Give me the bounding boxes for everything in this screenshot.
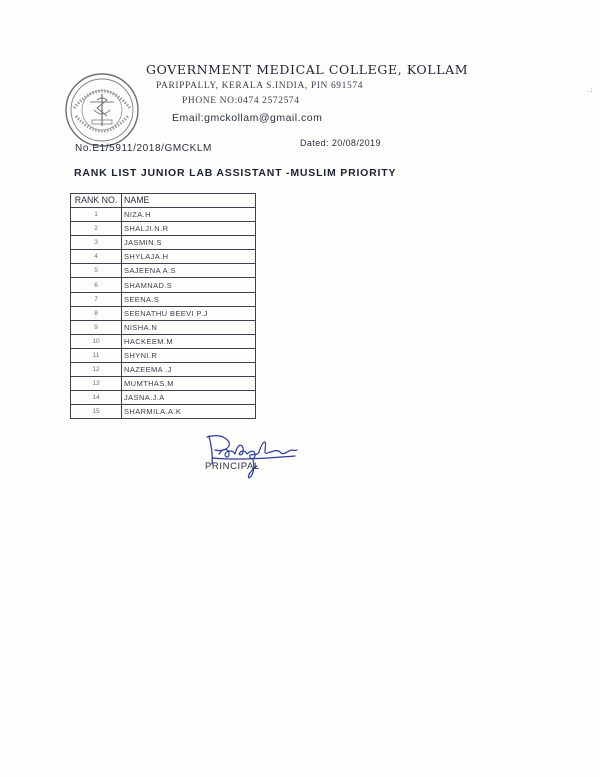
date-line: Dated: 20/08/2019	[300, 138, 381, 148]
institution-address: PARIPPALLY, KERALA S.INDIA, PIN 691574	[156, 81, 364, 91]
rank-cell: 11	[71, 348, 122, 362]
table-row	[71, 250, 256, 264]
table-row	[71, 348, 256, 362]
institution-phone: PHONE NO:0474 2572574	[182, 96, 300, 106]
header-name: NAME	[122, 194, 256, 208]
rank-cell: 2	[71, 222, 122, 236]
table-row	[71, 334, 256, 348]
name-cell: SEENATHU BEEVI P.J	[122, 306, 256, 320]
table-row	[71, 363, 256, 377]
institution-email: Email:gmckollam@gmail.com	[172, 112, 323, 124]
name-cell: SEENA.S	[122, 292, 256, 306]
scan-mark: .:	[588, 86, 593, 94]
table-header-row	[71, 194, 256, 208]
principal-label: PRINCIPAL	[205, 461, 260, 472]
rank-cell: 7	[71, 292, 122, 306]
name-cell: HACKEEM.M	[122, 334, 256, 348]
table-row	[71, 391, 256, 405]
table-row	[71, 222, 256, 236]
rank-list-title: RANK LIST JUNIOR LAB ASSISTANT -MUSLIM PRIORITY	[74, 167, 397, 179]
name-cell: JASNA.J.A	[122, 391, 256, 405]
name-cell: SHYNI.R	[122, 348, 256, 362]
name-cell: SHYLAJA.H	[122, 250, 256, 264]
name-cell: NISHA.N	[122, 320, 256, 334]
name-cell: NAZEEMA .J	[122, 363, 256, 377]
table-row	[71, 292, 256, 306]
rank-cell: 10	[71, 334, 122, 348]
name-cell: MUMTHAS.M	[122, 377, 256, 391]
college-seal-icon	[64, 72, 140, 148]
name-cell: SHALJI.N.R	[122, 222, 256, 236]
reference-number: No.E1/5911/2018/GMCKLM	[75, 143, 212, 154]
table-row	[71, 377, 256, 391]
name-cell: NIZA.H	[122, 208, 256, 222]
rank-cell: 15	[71, 405, 122, 419]
rank-cell: 9	[71, 320, 122, 334]
rank-cell: 13	[71, 377, 122, 391]
rank-cell: 3	[71, 236, 122, 250]
rank-cell: 5	[71, 264, 122, 278]
rank-cell: 8	[71, 306, 122, 320]
table-row	[71, 278, 256, 292]
table-row	[71, 208, 256, 222]
name-cell: SHAMNAD.S	[122, 278, 256, 292]
table-row	[71, 320, 256, 334]
header-rank-no: RANK NO.	[71, 194, 122, 208]
rank-cell: 6	[71, 278, 122, 292]
table-row	[71, 306, 256, 320]
name-cell: SAJEENA A.S	[122, 264, 256, 278]
name-cell: JASMIN.S	[122, 236, 256, 250]
table-row	[71, 236, 256, 250]
rank-cell: 4	[71, 250, 122, 264]
rank-cell: 1	[71, 208, 122, 222]
rank-table	[70, 193, 256, 419]
name-cell: SHARMILA.A.K	[122, 405, 256, 419]
rank-cell: 14	[71, 391, 122, 405]
institution-name: GOVERNMENT MEDICAL COLLEGE, KOLLAM	[146, 62, 469, 77]
table-row	[71, 264, 256, 278]
rank-cell: 12	[71, 363, 122, 377]
table-row	[71, 405, 256, 419]
signature-icon	[203, 432, 299, 480]
